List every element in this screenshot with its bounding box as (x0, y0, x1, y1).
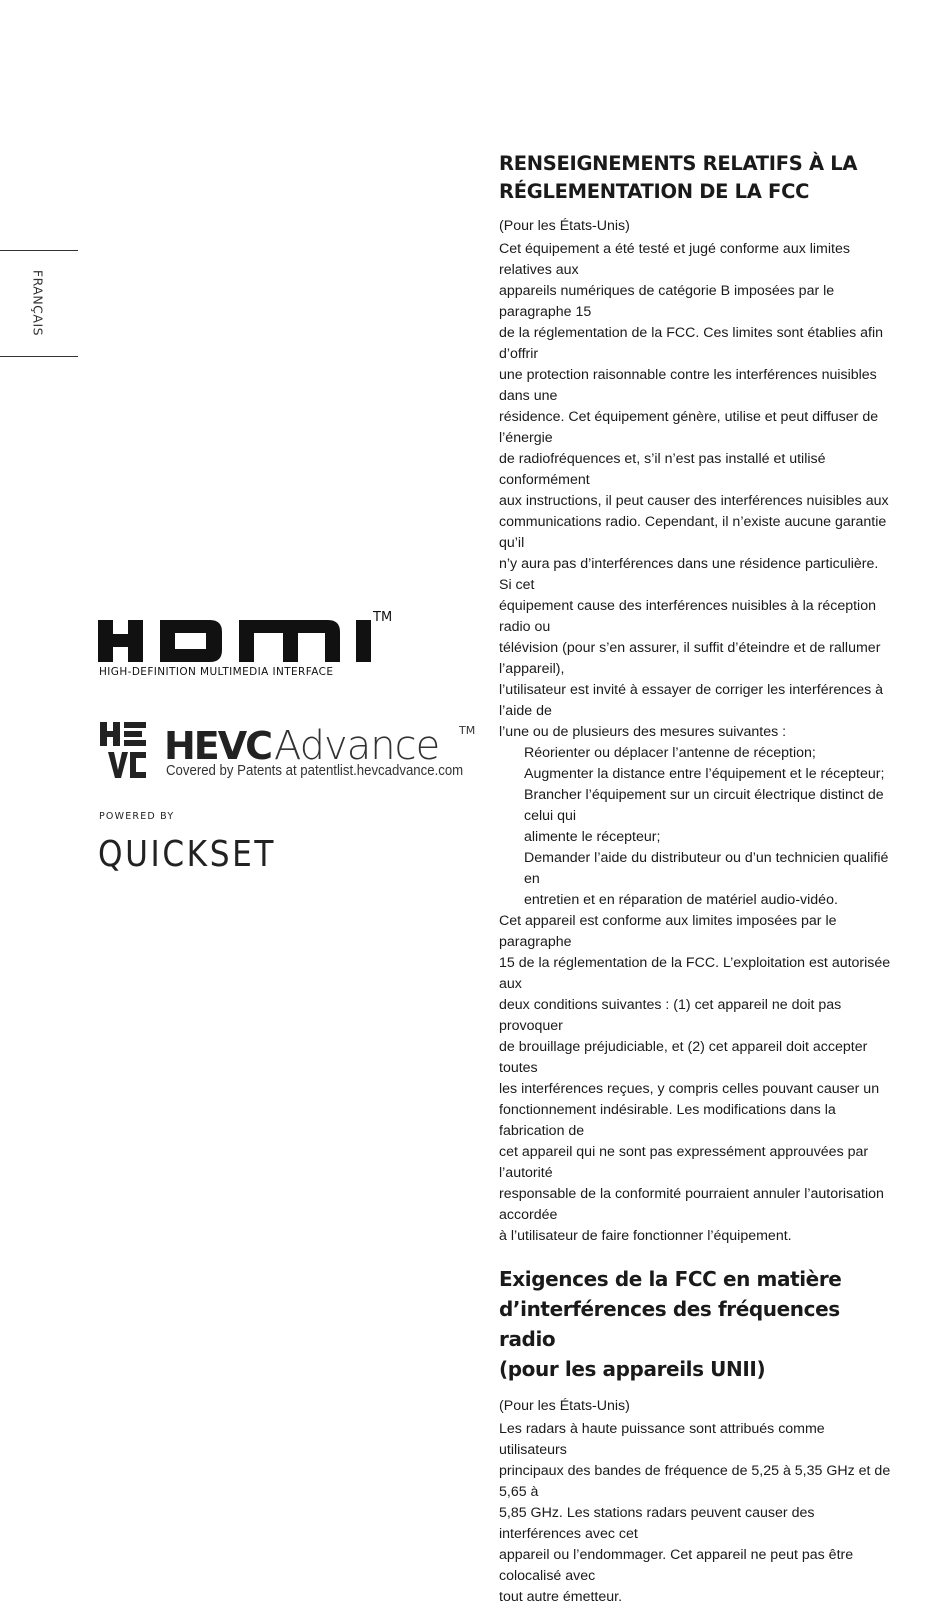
section-title-line: d’interférences des fréquences radio (499, 1297, 840, 1351)
svg-text:TM: TM (459, 724, 476, 737)
language-label: FRANÇAIS (30, 269, 46, 337)
quickset-logo (98, 826, 288, 874)
text-line: 5,85 GHz. Les stations radars peuvent causer des interférences avec cet (499, 1505, 815, 1542)
text-line: cet appareil qui ne sont pas expressément approuvées par l’autorité (499, 1144, 869, 1181)
svg-text:HEVC: HEVC (164, 724, 272, 768)
region-note: (Pour les États-Unis) (499, 1398, 630, 1414)
fcc-content (499, 150, 891, 1608)
text-line: l’utilisateur est invité à essayer de corriger les interférences à l’aide de (499, 682, 884, 719)
text-line: 15 de la réglementation de la FCC. L’exploitation est autorisée aux (499, 955, 891, 992)
powered-by-label: POWERED BY (99, 811, 175, 822)
text-line: une protection raisonnable contre les interférences nuisibles dans une (499, 367, 877, 404)
text-line: les interférences reçues, y compris celles pouvant causer un (499, 1081, 880, 1097)
text-line: fonctionnement indésirable. Les modifications dans la fabrication de (499, 1102, 836, 1139)
hdmi-tagline: HIGH-DEFINITION MULTIMEDIA INTERFACE (99, 666, 334, 678)
measure-item: Demander l’aide du distributeur ou d’un technicien qualifié en (524, 850, 889, 887)
text-line: résidence. Cet équipement génère, utilise et peut diffuser de l’énergie (499, 409, 879, 446)
region-note: (Pour les États-Unis) (499, 218, 630, 234)
text-line: de la réglementation de la FCC. Ces limites sont établies afin d’offrir (499, 325, 884, 362)
svg-text:TM: TM (373, 610, 393, 624)
text-line: équipement cause des interférences nuisibles à la réception radio ou (499, 598, 876, 635)
text-line: de brouillage préjudiciable, et (2) cet appareil doit accepter toutes (499, 1039, 868, 1076)
text-line: n’y aura pas d’interférences dans une résidence particulière. Si cet (499, 556, 879, 593)
hdmi-trademark (371, 608, 401, 624)
svg-text:Advance: Advance (274, 723, 440, 769)
text-line: deux conditions suivantes : (1) cet appareil ne doit pas provoquer (499, 997, 842, 1034)
text-line: appareils numériques de catégorie B imposées par le paragraphe 15 (499, 283, 835, 320)
hevc-advance-logo (98, 712, 478, 792)
text-line: aux instructions, il peut causer des interférences nuisibles aux (499, 493, 889, 509)
measure-item: entretien et en réparation de matériel audio-vidéo. (524, 892, 838, 908)
measures-list (499, 743, 891, 911)
body-paragraph (499, 911, 891, 1247)
body-paragraph (499, 1419, 891, 1608)
measure-item: Brancher l’équipement sur un circuit électrique distinct de celui qui (524, 787, 884, 824)
text-line: responsable de la conformité pourraient annuler l’autorisation accordée (499, 1186, 884, 1223)
section-title-line: RÉGLEMENTATION DE LA FCC (499, 180, 810, 203)
measure-item: Augmenter la distance entre l’équipement et le récepteur; (524, 766, 885, 782)
text-line: l’une ou de plusieurs des mesures suivantes : (499, 724, 787, 740)
text-line: tout autre émetteur. (499, 1589, 623, 1605)
text-line: Les radars à haute puissance sont attribués comme utilisateurs (499, 1421, 825, 1458)
measure-item: alimente le récepteur; (524, 829, 661, 845)
body-paragraph (499, 239, 891, 743)
text-line: à l’utilisateur de faire fonctionner l’équipement. (499, 1228, 792, 1244)
text-line: principaux des bandes de fréquence de 5,25 à 5,35 GHz et de 5,65 à (499, 1463, 891, 1500)
section-title-line: (pour les appareils UNII) (499, 1357, 766, 1381)
text-line: communications radio. Cependant, il n’existe aucune garantie qu’il (499, 514, 887, 551)
svg-text:QUICKSET: QUICKSET (98, 834, 276, 874)
section-title (499, 1264, 891, 1384)
fcc-regulation-section (499, 150, 891, 1247)
measure-item: Réorienter ou déplacer l’antenne de réception; (524, 745, 816, 761)
section-title-line: RENSEIGNEMENTS RELATIFS À LA (499, 152, 858, 175)
text-line: de radiofréquences et, s’il n’est pas installé et utilisé conformément (499, 451, 826, 488)
unii-interference-section (499, 1264, 891, 1608)
hevc-patent-note: Covered by Patents at patentlist.hevcadvance.com (166, 762, 464, 779)
text-line: télévision (pour s’en assurer, il suffit d’éteindre et de rallumer l’appareil), (499, 640, 881, 677)
text-line: appareil ou l’endommager. Cet appareil ne peut pas être colocalisé avec (499, 1547, 854, 1584)
language-side-tab (0, 250, 78, 357)
text-line: Cet appareil est conforme aux limites imposées par le paragraphe (499, 913, 837, 950)
section-title-line: Exigences de la FCC en matière (499, 1267, 842, 1291)
text-line: Cet équipement a été testé et jugé conforme aux limites relatives aux (499, 241, 850, 278)
section-title (499, 150, 891, 206)
